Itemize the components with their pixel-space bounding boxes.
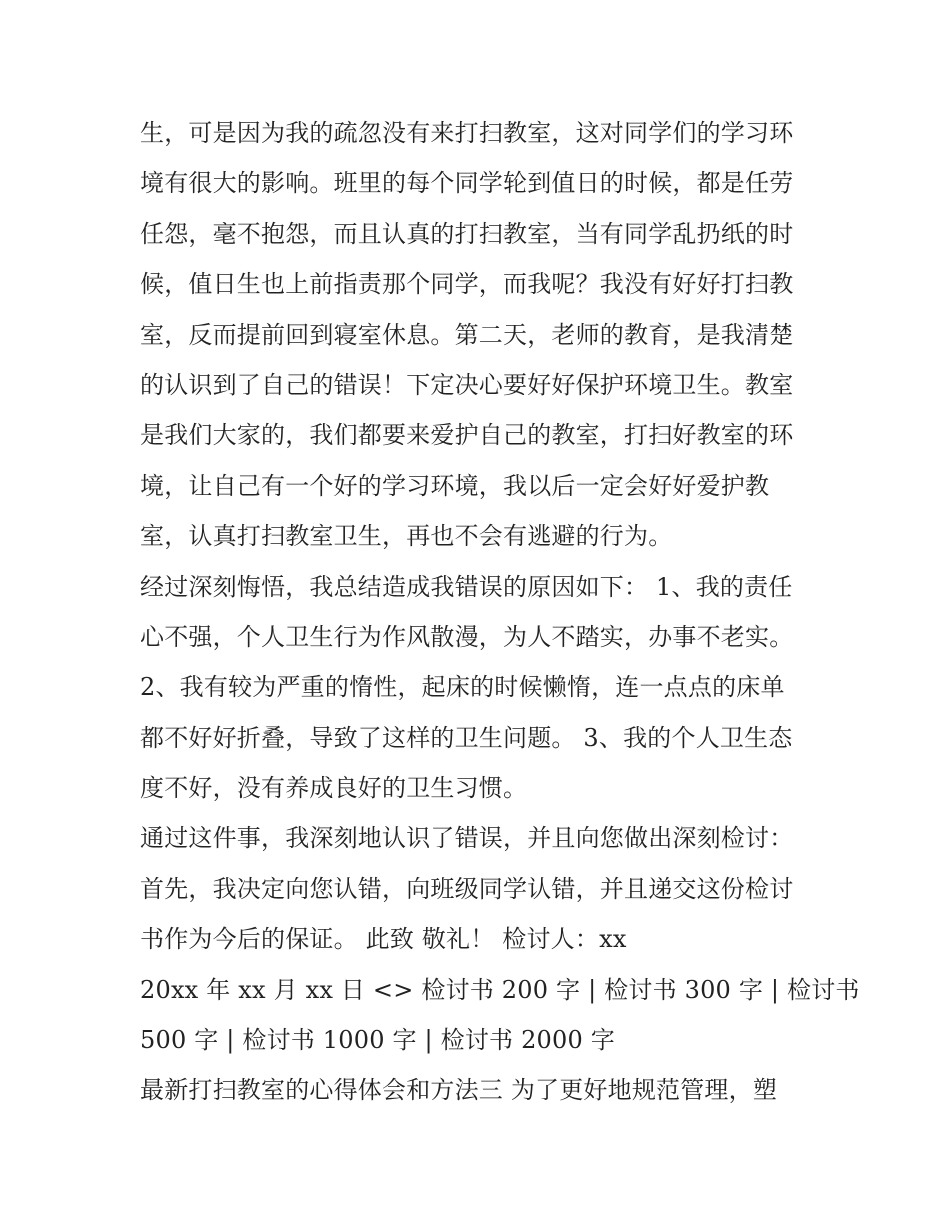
text-line: 最新打扫教室的心得体会和方法三 为了更好地规范管理，塑	[140, 1076, 778, 1105]
text-line: 室，认真打扫教室卫生，再也不会有逃避的行为。	[140, 522, 673, 551]
text-line: 任怨，毫不抱怨，而且认真的打扫教室，当有同学乱扔纸的时	[140, 219, 794, 248]
text-line: 首先，我决定向您认错，向班级同学认错，并且递交这份检讨	[140, 874, 794, 903]
text-line: 经过深刻悔悟，我总结造成我错误的原因如下： 1、我的责任	[140, 572, 793, 601]
document-body	[140, 108, 860, 1116]
text-line: 室，反而提前回到寝室休息。第二天，老师的教育，是我清楚	[140, 320, 794, 349]
text-line: 通过这件事，我深刻地认识了错误，并且向您做出深刻检讨：	[140, 824, 794, 853]
text-line: 20xx 年 xx 月 xx 日 <> 检讨书 200 字 | 检讨书 300 字 | 检讨书	[140, 975, 860, 1004]
text-line: 候，值日生也上前指责那个同学，而我呢？我没有好好打扫教	[140, 270, 794, 299]
text-line: 是我们大家的，我们都要来爱护自己的教室，打扫好教室的环	[140, 421, 794, 450]
text-line: 度不好，没有养成良好的卫生习惯。	[140, 774, 528, 803]
text-line: 500 字 | 检讨书 1000 字 | 检讨书 2000 字	[140, 1026, 615, 1055]
text-line: 的认识到了自己的错误！下定决心要好好保护环境卫生。教室	[140, 370, 794, 399]
text-line: 都不好好折叠，导致了这样的卫生问题。 3、我的个人卫生态	[140, 723, 793, 752]
text-line: 书作为今后的保证。 此致 敬礼！ 检讨人：xx	[140, 925, 627, 954]
text-line: 心不强，个人卫生行为作风散漫，为人不踏实，办事不老实。	[140, 622, 794, 651]
text-line: 2、我有较为严重的惰性，起床的时候懒惰，连一点点的床单	[140, 673, 785, 702]
text-line: 境，让自己有一个好的学习环境，我以后一定会好好爱护教	[140, 471, 770, 500]
text-line: 境有很大的影响。班里的每个同学轮到值日的时候，都是任劳	[140, 169, 794, 198]
text-line: 生，可是因为我的疏忽没有来打扫教室，这对同学们的学习环	[140, 119, 794, 147]
